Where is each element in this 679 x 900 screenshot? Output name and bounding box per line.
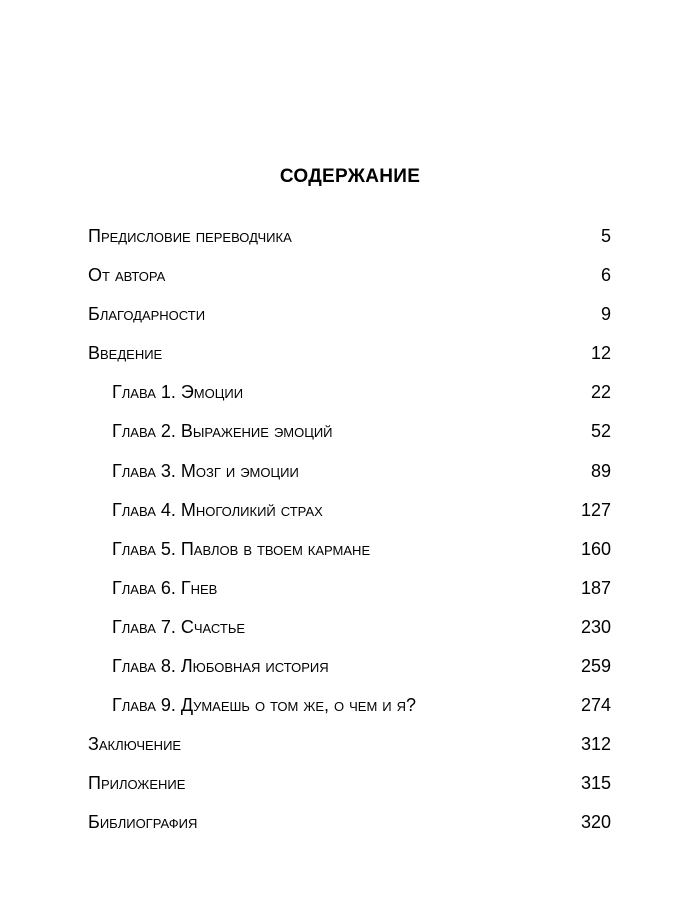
toc-entry-page: 52 [590,421,611,442]
toc-entry-page: 315 [580,773,611,794]
toc-entry[interactable] [88,812,611,851]
toc-chapter-entry[interactable] [88,695,611,734]
toc-entry-title: Глава 5. Павлов в твоем кармане [112,538,371,559]
toc-entry-title: Заключение [88,734,182,755]
toc-entry-title: Глава 4. Многоликий страх [112,499,323,520]
toc-entry[interactable] [88,734,611,773]
toc-entry-title: Глава 6. Гнев [112,577,218,598]
toc-chapter-entry[interactable] [88,656,611,695]
toc-chapter-entry[interactable] [88,500,611,539]
toc-entry-page: 274 [580,695,611,716]
toc-entry-page: 89 [590,460,611,481]
toc-entry-title: Глава 8. Любовная история [112,656,329,677]
toc-entry-title: Глава 9. Думаешь о том же, о чем и я? [112,695,417,716]
toc-entry-page: 22 [590,382,611,403]
page-title: СОДЕРЖАНИЕ [279,166,421,187]
toc-entry-page: 259 [580,656,611,677]
toc-chapter-entry[interactable] [88,382,611,421]
toc-entry-page: 12 [590,343,611,364]
toc-entry-title: Предисловие переводчика [88,226,292,246]
toc-entry[interactable] [88,773,611,812]
toc-entry-page: 6 [600,265,611,286]
toc-entry-title: Глава 1. Эмоции [112,382,244,403]
toc-entry-title: Введение [88,343,163,364]
toc-entry-page: 160 [580,538,611,559]
toc-chapter-entry[interactable] [88,461,611,500]
toc-entry-page: 320 [580,812,611,833]
toc-chapter-entry[interactable] [88,617,611,656]
toc-entry[interactable] [88,265,611,304]
table-of-contents [88,226,611,852]
toc-entry[interactable] [88,226,611,265]
toc-entry-page: 187 [580,577,611,598]
toc-chapter-entry[interactable] [88,421,611,460]
toc-entry-title: Глава 7. Счастье [112,616,246,637]
toc-entry-title: Глава 2. Выражение эмоций [112,421,333,442]
toc-entry-title: Глава 3. Мозг и эмоции [112,460,299,481]
toc-entry-title: От автора [88,265,166,286]
toc-entry[interactable] [88,304,611,343]
toc-chapter-entry[interactable] [88,539,611,578]
toc-entry-page: 230 [580,616,611,637]
toc-entry[interactable] [88,343,611,382]
toc-entry-page: 127 [580,499,611,520]
toc-entry-page: 9 [600,304,611,325]
toc-entry-title: Приложение [88,773,186,794]
toc-entry-title: Библиография [88,812,198,833]
toc-entry-title: Благодарности [88,304,206,325]
toc-entry-page: 312 [580,734,611,755]
toc-chapter-entry[interactable] [88,578,611,617]
toc-entry-page: 5 [600,226,611,246]
